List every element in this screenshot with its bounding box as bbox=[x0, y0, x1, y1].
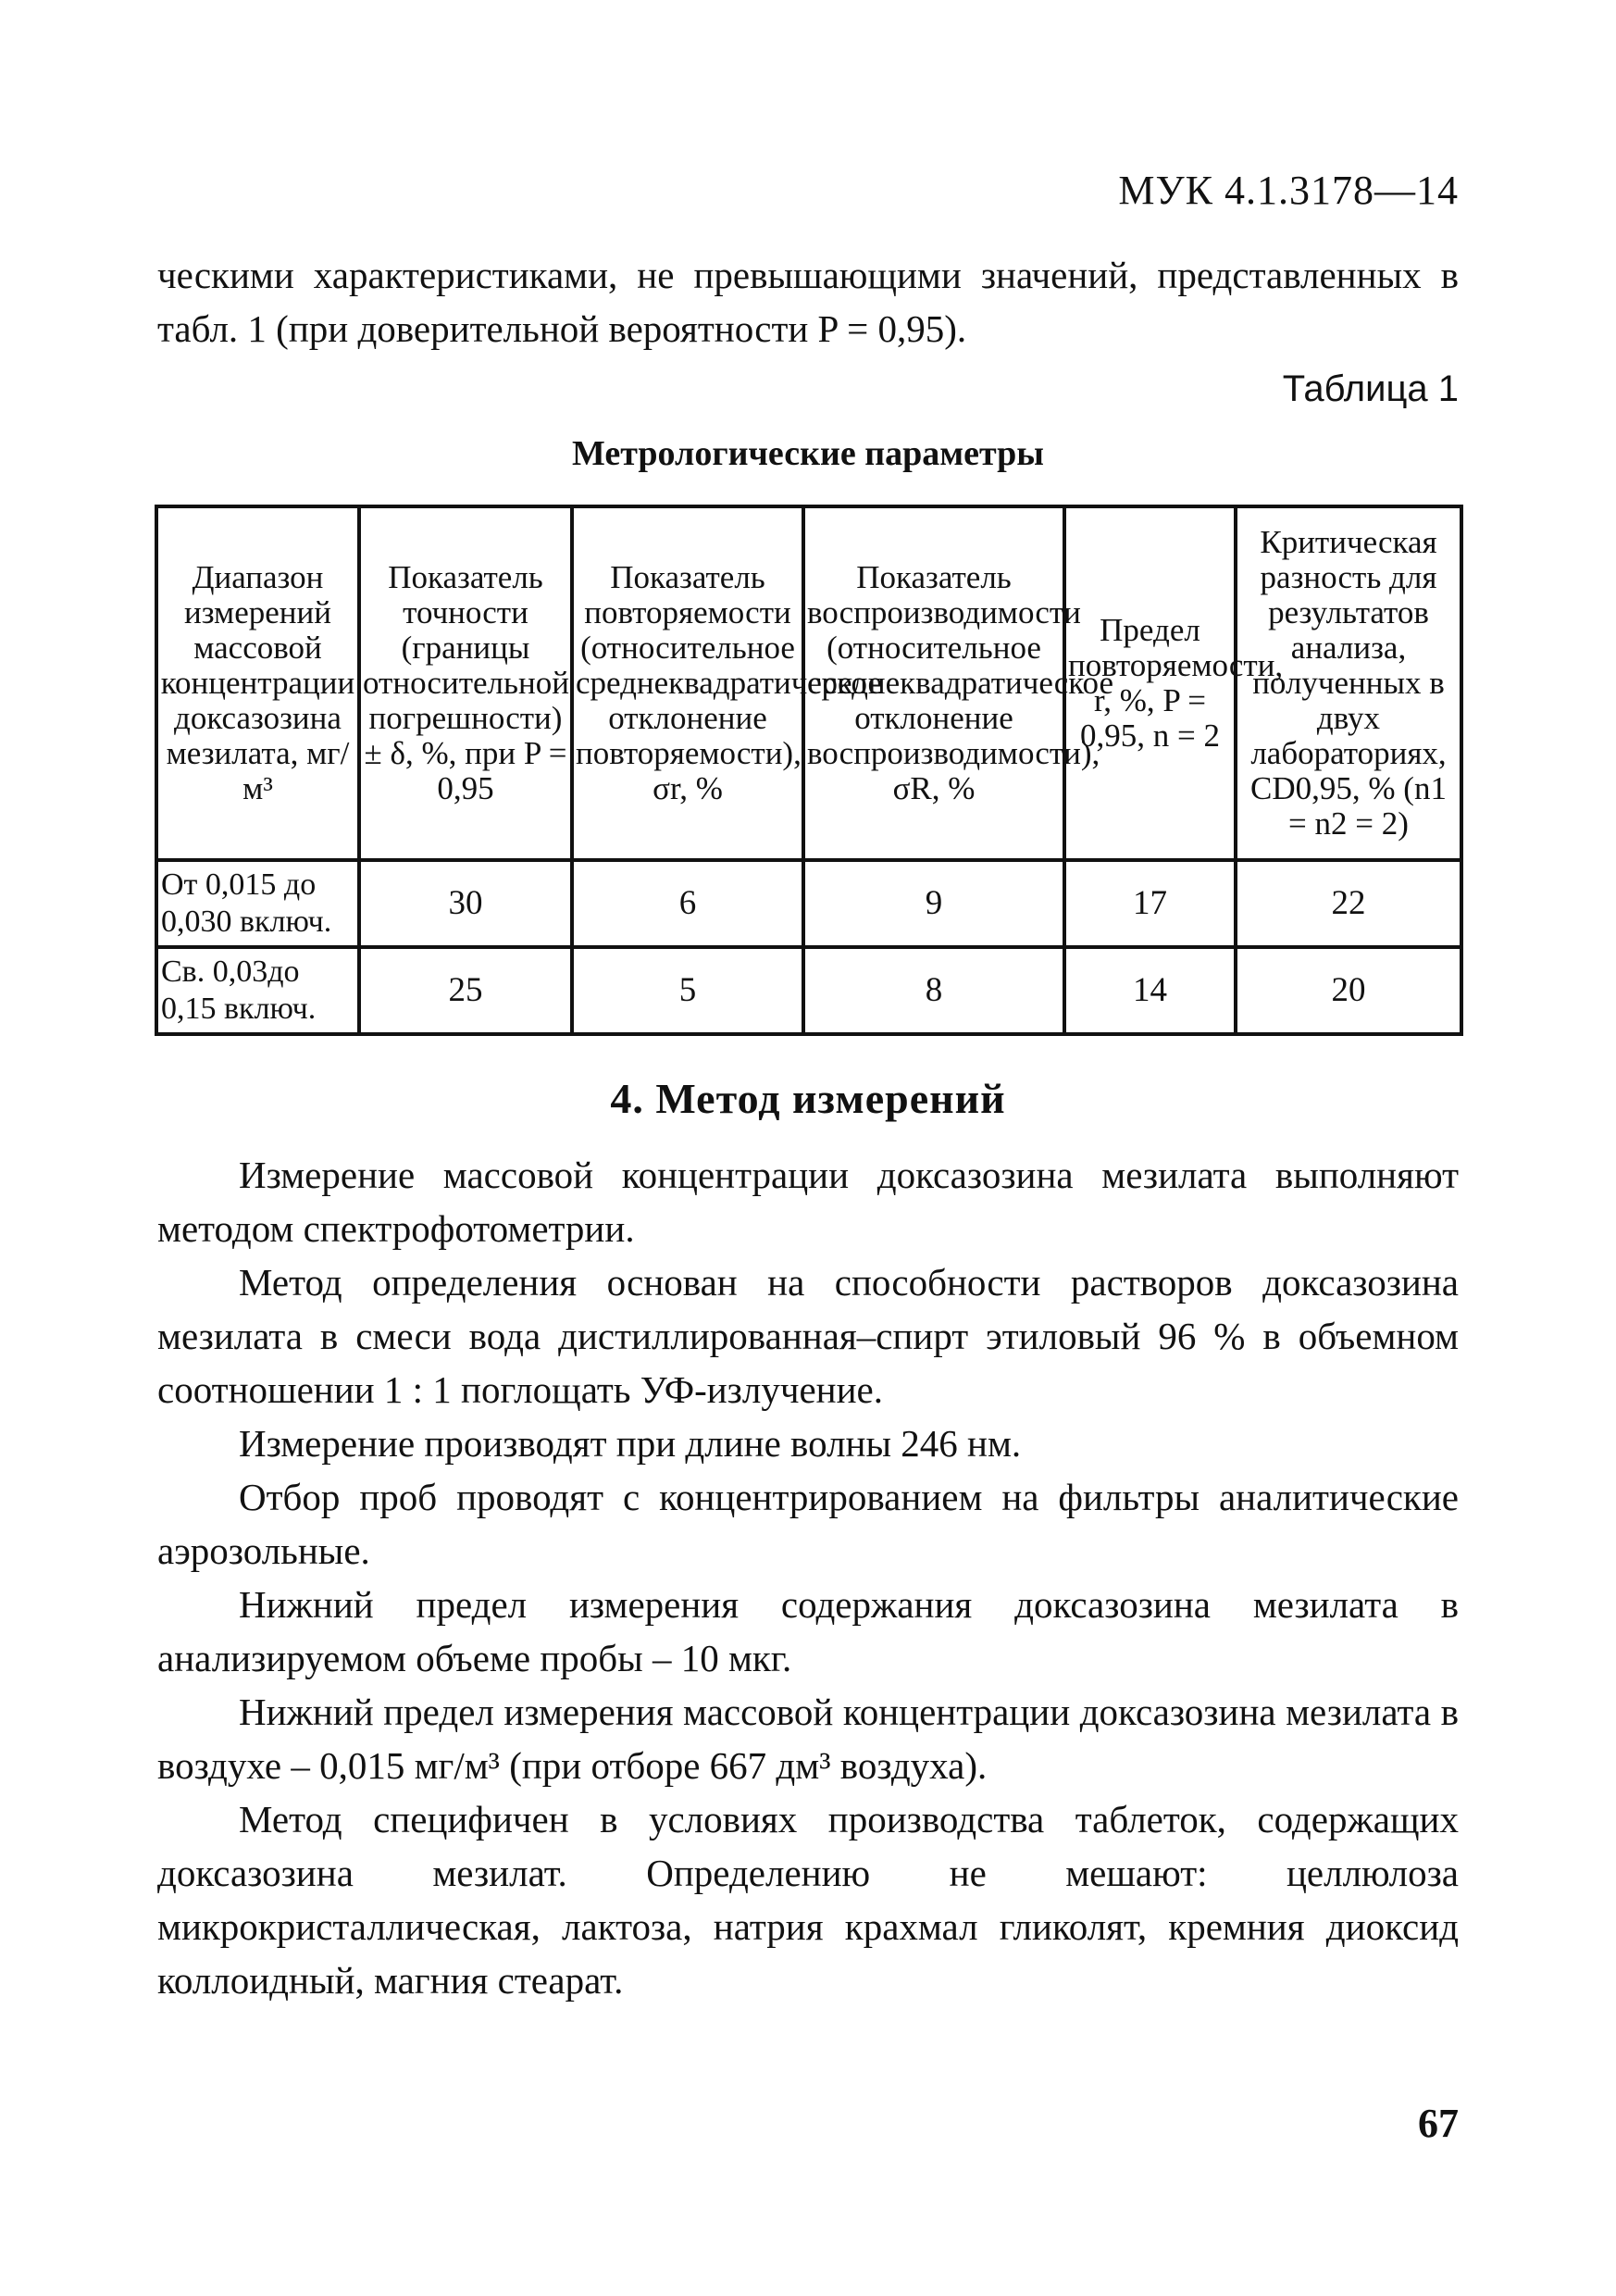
header-critical-difference: Критическая разность для результатов анализа, полученных в двух лабораториях, CD0,95, % (n1 = n2 = 2) bbox=[1236, 506, 1461, 860]
body-paragraph: Измерение производят при длине волны 246 нм. bbox=[239, 1422, 1022, 1465]
cell-range: Св. 0,03до 0,15 включ. bbox=[156, 947, 359, 1034]
page-number: 67 bbox=[1418, 2101, 1459, 2146]
cell-repeatability: 5 bbox=[572, 947, 803, 1034]
table-row bbox=[156, 947, 1461, 1034]
body-paragraph: Метод специфичен в условиях производства таблеток, содержащих доксазозина мезилат. Определению не мешают: целлюлоза микрокристаллическая, лактоза, натрия крахмал гликолят, кремния диоксид коллоидный, магния стеарат. bbox=[157, 1798, 1459, 2002]
cell-reproducibility: 8 bbox=[803, 947, 1064, 1034]
section-body bbox=[157, 1148, 1459, 2007]
metrology-table bbox=[155, 505, 1463, 1036]
table-label: Таблица 1 bbox=[1282, 368, 1459, 409]
body-paragraph: Измерение массовой концентрации доксазозина мезилата выполняют методом спектрофотометрии. bbox=[157, 1154, 1459, 1250]
cell-critical-difference: 22 bbox=[1236, 860, 1461, 947]
header-range: Диапазон измерений массовой концентрации доксазозина мезилата, мг/м³ bbox=[156, 506, 359, 860]
body-paragraph: Нижний предел измерения массовой концентрации доксазозина мезилата в воздухе – 0,015 мг/м³ (при отборе 667 дм³ воздуха). bbox=[157, 1691, 1459, 1787]
cell-repeatability-limit: 14 bbox=[1064, 947, 1236, 1034]
table-row bbox=[156, 860, 1461, 947]
table-header-row bbox=[156, 506, 1461, 860]
document-code: МУК 4.1.3178—14 bbox=[1118, 168, 1459, 213]
section-title: 4. Метод измерений bbox=[610, 1075, 1006, 1122]
header-repeatability: Показатель повторяемости (относительное среднеквадратическое отклонение повторяемости), σr, % bbox=[572, 506, 803, 860]
body-paragraph: Нижний предел измерения содержания доксазозина мезилата в анализируемом объеме пробы – 10 мкг. bbox=[157, 1583, 1459, 1679]
cell-accuracy: 30 bbox=[359, 860, 572, 947]
cell-accuracy: 25 bbox=[359, 947, 572, 1034]
body-paragraph: Отбор проб проводят с концентрированием на фильтры аналитические аэрозольные. bbox=[157, 1476, 1459, 1572]
intro-paragraph: ческими характеристиками, не превышающими значений, представленных в табл. 1 (при доверительной вероятности P = 0,95). bbox=[157, 254, 1459, 350]
body-paragraph: Метод определения основан на способности растворов доксазозина мезилата в смеси вода дистиллированная–спирт этиловый 96 % в объемном соотношении 1 : 1 поглощать УФ-излучение. bbox=[157, 1261, 1459, 1411]
header-repeatability-limit: Предел повторяемости, r, %, P = 0,95, n = 2 bbox=[1064, 506, 1236, 860]
cell-repeatability-limit: 17 bbox=[1064, 860, 1236, 947]
cell-reproducibility: 9 bbox=[803, 860, 1064, 947]
cell-critical-difference: 20 bbox=[1236, 947, 1461, 1034]
header-reproducibility: Показатель воспроизводимости (относительное среднеквадратическое отклонение воспроизводимости), σR, % bbox=[803, 506, 1064, 860]
cell-repeatability: 6 bbox=[572, 860, 803, 947]
header-accuracy: Показатель точности (границы относительной погрешности) ± δ, %, при P = 0,95 bbox=[359, 506, 572, 860]
cell-range: От 0,015 до 0,030 включ. bbox=[156, 860, 359, 947]
table-title: Метрологические параметры bbox=[572, 434, 1044, 473]
